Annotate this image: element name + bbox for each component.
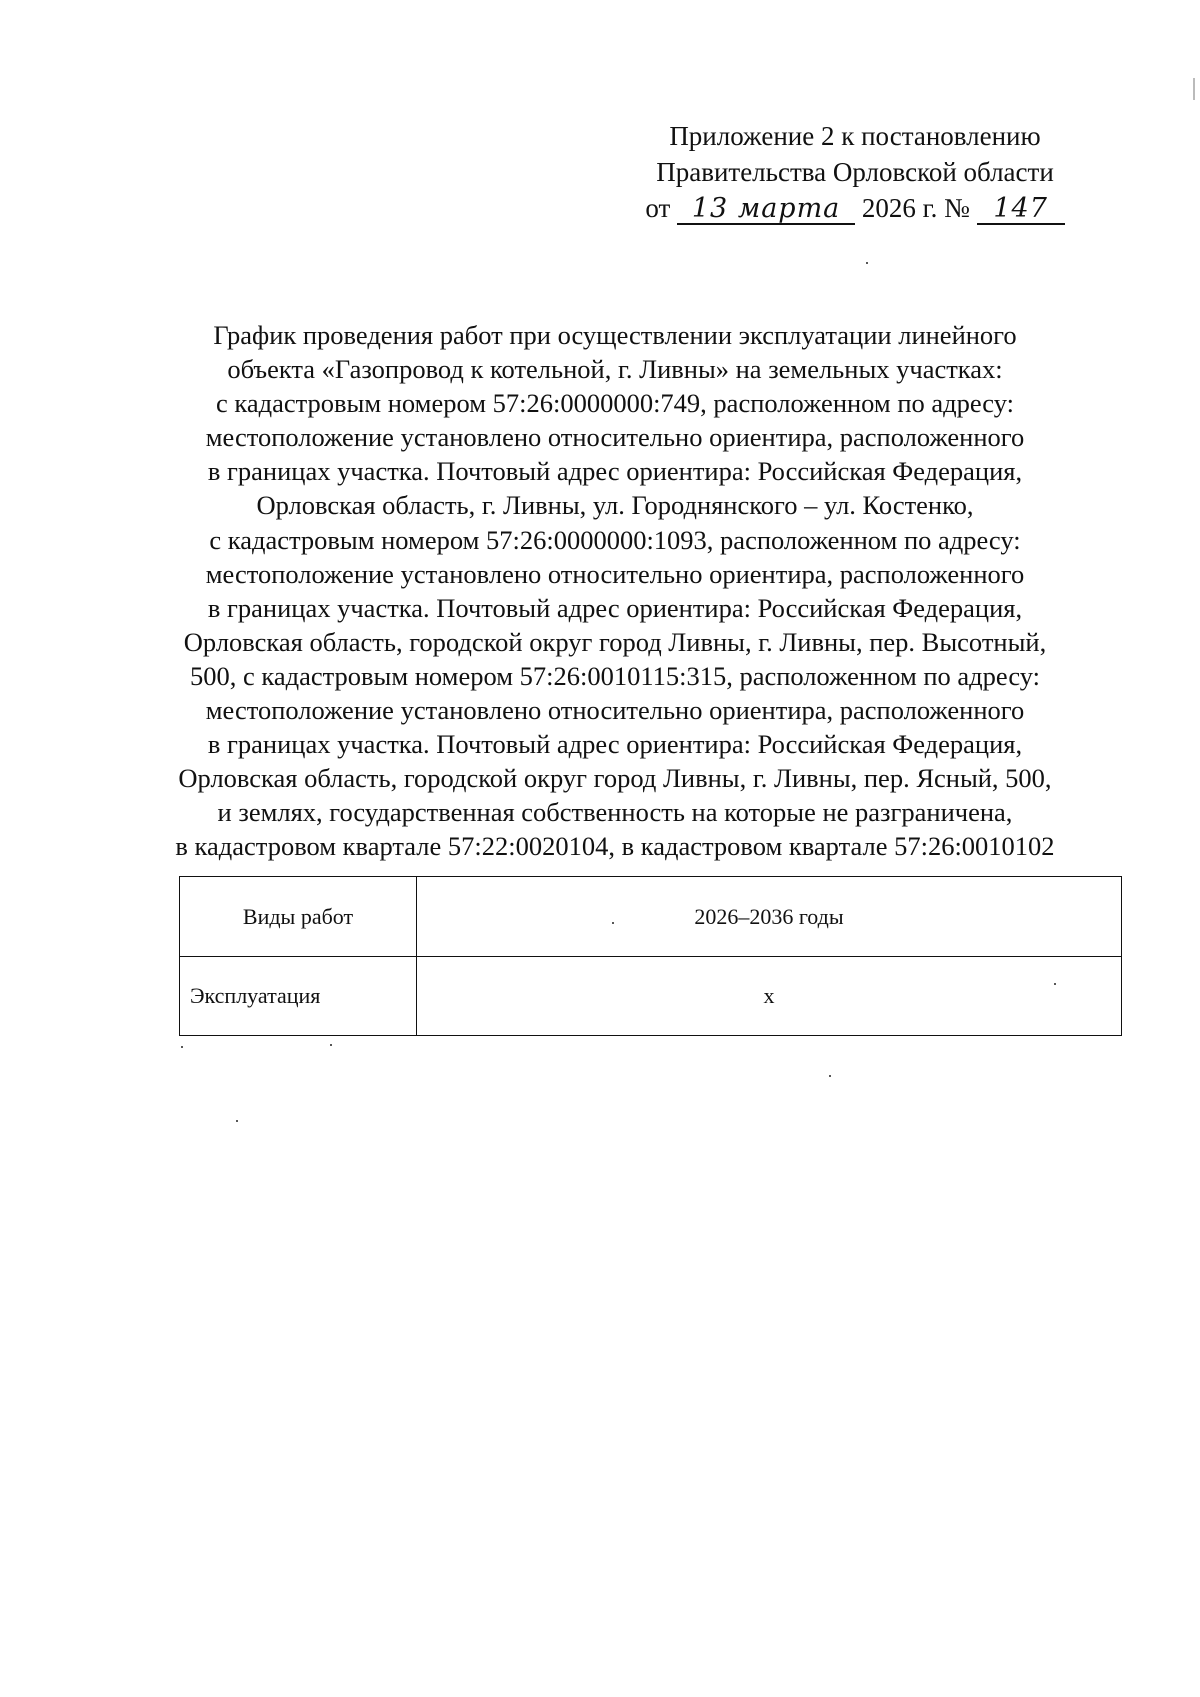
title-line: Орловская область, городской округ город Ливны, г. Ливны, пер. Ясный, 500,: [178, 763, 1052, 794]
scan-speck: [181, 1046, 183, 1048]
title-line: местоположение установлено относительно ориентира, расположенного: [205, 695, 1025, 726]
table-header-row: [180, 877, 1122, 957]
document-title: [150, 318, 1080, 864]
title-line: 500, с кадастровым номером 57:26:0010115:315, расположенном по адресу:: [190, 660, 1040, 691]
title-line: Орловская область, городской округ город Ливны, г. Ливны, пер. Высотный,: [183, 626, 1047, 657]
year-text: 2026 г. №: [861, 193, 970, 223]
table-row: [180, 957, 1122, 1036]
cell-work-type: Эксплуатация: [180, 957, 417, 1036]
works-schedule-table: [179, 876, 1122, 1036]
scan-speck: [866, 262, 868, 264]
title-line: в границах участка. Почтовый адрес ориентира: Российская Федерация,: [207, 729, 1023, 760]
title-line: объекта «Газопровод к котельной, г. Ливны» на земельных участках:: [227, 354, 1003, 385]
date-prefix: от: [645, 193, 671, 223]
cell-period-mark: х: [417, 957, 1122, 1036]
appendix-header: [620, 118, 1090, 226]
scan-speck: [1054, 983, 1056, 985]
scan-speck: [612, 922, 614, 924]
title-line: в границах участка. Почтовый адрес ориентира: Российская Федерация,: [207, 456, 1023, 487]
handwritten-date: 13 марта: [677, 195, 855, 225]
title-line: местоположение установлено относительно ориентира, расположенного: [205, 558, 1025, 589]
title-line: в границах участка. Почтовый адрес ориентира: Российская Федерация,: [207, 592, 1023, 623]
title-line: Орловская область, г. Ливны, ул. Городнянского – ул. Костенко,: [256, 490, 974, 521]
scan-speck: [236, 1120, 238, 1122]
handwritten-number: 147: [977, 195, 1065, 225]
appendix-date-line: [620, 190, 1090, 226]
appendix-line-2: Правительства Орловской области: [656, 157, 1054, 187]
scan-speck: [330, 1044, 332, 1046]
title-line: в кадастровом квартале 57:22:0020104, в кадастровом квартале 57:26:0010102: [175, 831, 1055, 862]
header-period: 2026–2036 годы: [417, 877, 1122, 957]
scan-speck: [829, 1075, 831, 1077]
title-line: с кадастровым номером 57:26:0000000:749, расположенном по адресу:: [216, 388, 1014, 419]
appendix-line-1: Приложение 2 к постановлению: [669, 121, 1041, 151]
title-line: местоположение установлено относительно ориентира, расположенного: [205, 422, 1025, 453]
title-line: с кадастровым номером 57:26:0000000:1093, расположенном по адресу:: [209, 524, 1021, 555]
header-work-types: Виды работ: [180, 877, 417, 957]
title-line: График проведения работ при осуществлении эксплуатации линейного: [213, 320, 1017, 350]
scan-edge-mark: [1193, 78, 1195, 100]
title-line: и землях, государственная собственность на которые не разграничена,: [217, 797, 1013, 828]
